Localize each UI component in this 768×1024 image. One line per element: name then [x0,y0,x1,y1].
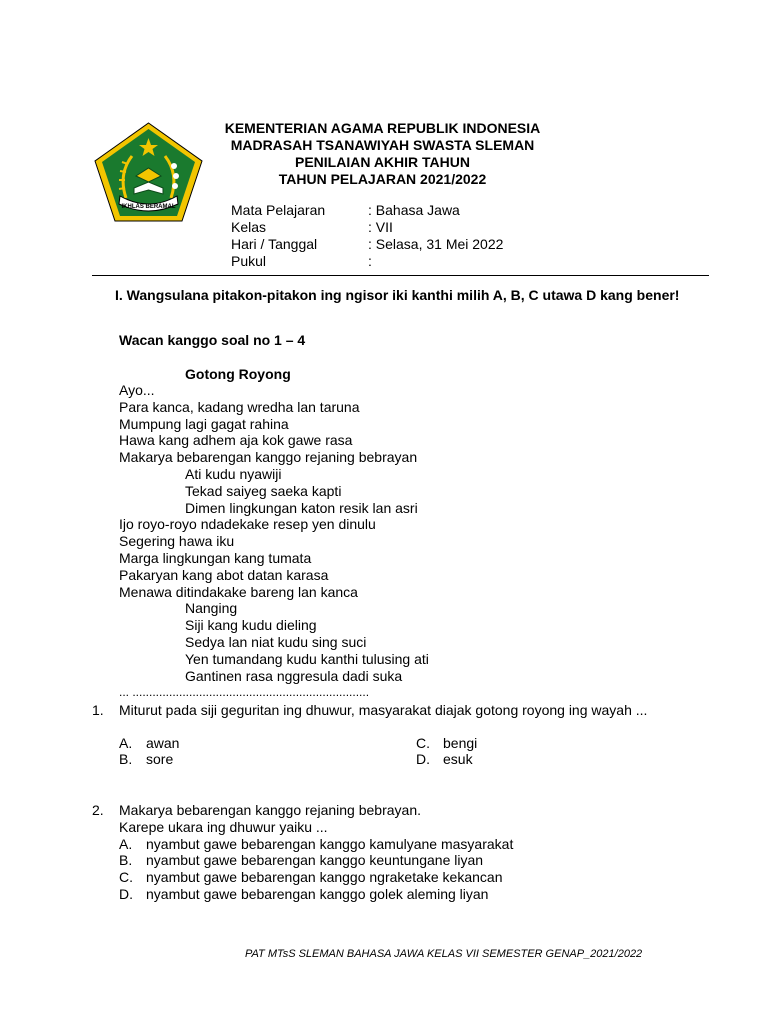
info-label-subject: Mata Pelajaran [231,202,326,218]
poem-line: Yen tumandang kudu kanthi tulusing ati [185,651,429,667]
poem-line: Ayo... [119,382,155,398]
option-letter: D. [119,886,133,902]
poem-line: Ijo royo-royo ndadekake resep yen dinulu [119,516,376,532]
poem-line: Para kanca, kadang wredha lan taruna [119,399,360,415]
wacan-title: Wacan kanggo soal no 1 – 4 [119,332,306,348]
page-footer: PAT MTsS SLEMAN BAHASA JAWA KELAS VII SEMESTER GENAP_2021/2022 [245,948,643,960]
question-number: 1. [92,702,104,718]
poem-line: Nanging [185,600,238,616]
option-text: sore [146,751,174,767]
option-b[interactable] [119,751,173,767]
poem-title: Gotong Royong [185,366,291,382]
info-value-subject: : Bahasa Jawa [368,202,460,218]
info-label-time: Pukul [231,253,267,269]
poem-line: Segering hawa iku [119,533,235,549]
instruction: I. Wangsulana pitakon-pitakon ing ngisor iki kanthi milih A, B, C utawa D kang bener! [115,287,680,303]
poem-line: Gantinen rasa nggresula dadi suka [185,668,403,684]
option-text: bengi [443,735,478,751]
option-letter: B. [119,751,133,767]
info-value-date: : Selasa, 31 Mei 2022 [368,236,504,252]
poem-line: Mumpung lagi gagat rahina [119,416,289,432]
header-school: MADRASAH TSANAWIYAH SWASTA SLEMAN [230,137,535,153]
option-text: nyambut gawe bebarengan kanggo ngraketake kekancan [146,869,503,885]
option-text: nyambut gawe bebarengan kanggo keuntungane liyan [146,852,484,868]
poem-line: Ati kudu nyawiji [185,466,282,482]
poem-line: Makarya bebarengan kanggo rejaning bebrayan [119,449,418,465]
question-number: 2. [92,802,104,818]
option-letter: A. [119,735,133,751]
option-a[interactable] [119,836,513,852]
logo-ribbon-text: IKHLAS BERAMAL [121,204,176,210]
header-year: TAHUN PELAJARAN 2021/2022 [278,171,487,187]
option-d[interactable] [416,751,473,767]
option-c[interactable] [119,869,502,885]
header-ministry: KEMENTERIAN AGAMA REPUBLIK INDONESIA [224,120,541,136]
question-subtext: Karepe ukara ing dhuwur yaiku ... [119,819,328,835]
option-text: nyambut gawe bebarengan kanggo golek aleming liyan [146,886,489,902]
poem-line: Pakaryan kang abot datan karasa [119,567,329,583]
poem-line: Siji kang kudu dieling [185,617,317,633]
option-d[interactable] [119,886,488,902]
poem-line: ... ....................................................................... [119,685,370,699]
info-value-time: : [368,253,372,269]
question-text: Makarya bebarengan kanggo rejaning bebrayan. [119,802,421,818]
option-text: esuk [443,751,473,767]
option-letter: A. [119,836,133,852]
info-label-date: Hari / Tanggal [231,236,318,252]
header-divider [92,275,709,276]
poem-line: Dimen lingkungan katon resik lan asri [185,500,418,516]
poem-line: Hawa kang adhem aja kok gawe rasa [119,432,353,448]
option-letter: B. [119,852,133,868]
poem-line: Tekad saiyeg saeka kapti [185,483,342,499]
question-text: Miturut pada siji geguritan ing dhuwur, masyarakat diajak gotong royong ing wayah ... [119,702,648,718]
info-label-class: Kelas [231,219,267,235]
option-a[interactable] [119,735,179,751]
header-exam: PENILAIAN AKHIR TAHUN [295,154,470,170]
poem-line: Sedya lan niat kudu sing suci [185,634,367,650]
option-c[interactable] [416,735,477,751]
option-letter: D. [416,751,430,767]
poem-line: Marga lingkungan kang tumata [119,550,312,566]
option-letter: C. [119,869,133,885]
option-text: nyambut gawe bebarengan kanggo kamulyane masyarakat [146,836,514,852]
poem-line: Menawa ditindakake bareng lan kanca [119,584,358,600]
option-letter: C. [416,735,430,751]
option-text: awan [146,735,180,751]
option-b[interactable] [119,852,483,868]
info-value-class: : VII [368,219,393,235]
